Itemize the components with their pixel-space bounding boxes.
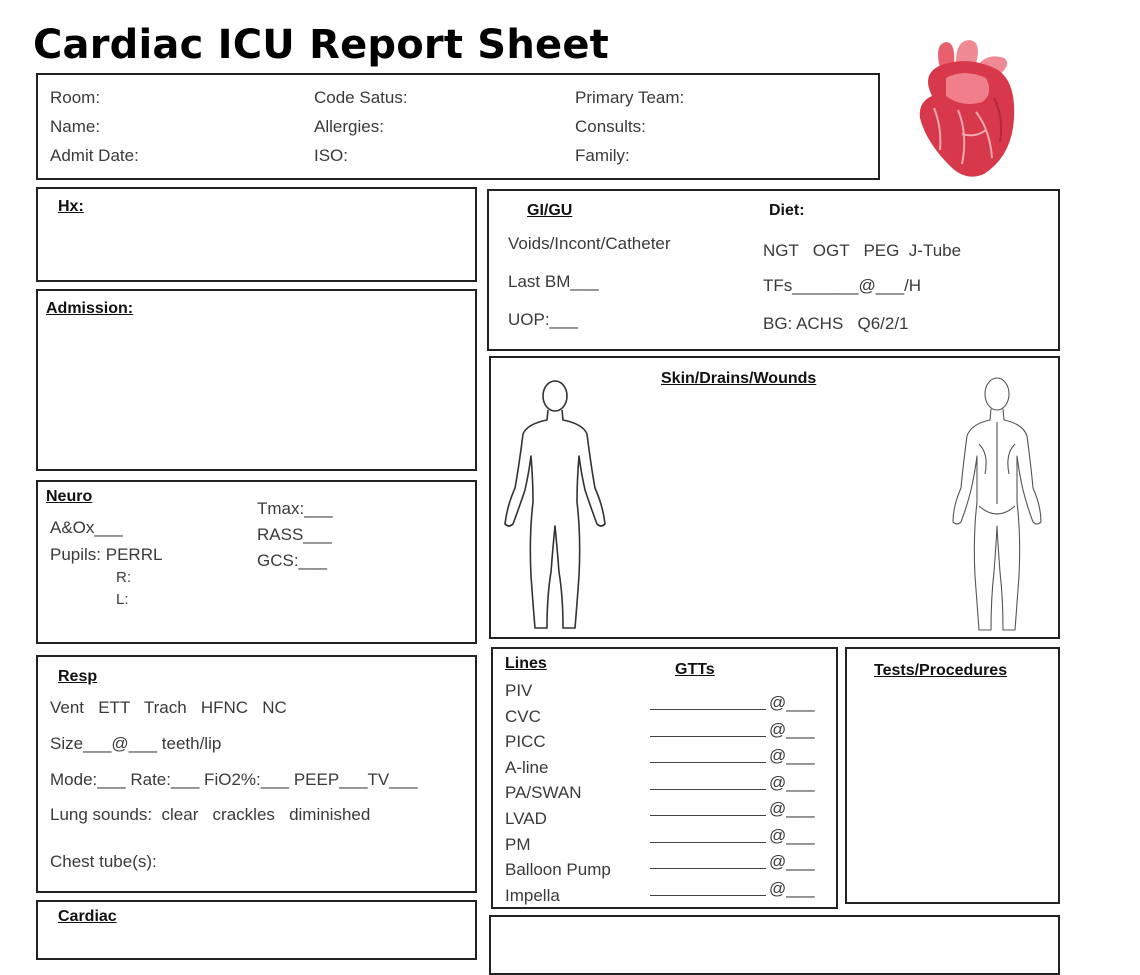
- line-item: LVAD: [505, 809, 547, 828]
- neuro-pupil-l: L:: [116, 591, 129, 608]
- gtt-blank-line: [650, 762, 766, 763]
- gtt-blank-line: [650, 789, 766, 790]
- skin-box: [489, 356, 1060, 639]
- field-primary-team: Primary Team:: [575, 88, 685, 107]
- neuro-pupil-r: R:: [116, 569, 131, 586]
- field-admit-date: Admit Date:: [50, 146, 139, 165]
- line-item: Balloon Pump: [505, 860, 611, 880]
- gtt-rate: @___: [769, 746, 815, 765]
- line-item: A-line: [505, 757, 549, 777]
- resp-lung-sounds: Lung sounds: clear crackles diminished: [50, 805, 371, 824]
- resp-chest-tubes: Chest tube(s):: [50, 852, 157, 871]
- gtts-heading: GTTs: [675, 661, 715, 678]
- neuro-rass: RASS___: [257, 525, 332, 544]
- hx-box: [36, 187, 477, 282]
- neuro-aox: A&Ox___: [50, 518, 123, 537]
- gtt-blank-line: [650, 709, 766, 710]
- resp-heading: Resp: [58, 668, 98, 685]
- body-front-icon: [499, 376, 611, 634]
- gtt-blank-line: [650, 815, 766, 816]
- line-item: PM: [505, 834, 531, 854]
- resp-settings: Mode:___ Rate:___ FiO2%:___ PEEP___TV___: [50, 770, 418, 789]
- line-item: CVC: [505, 706, 541, 726]
- gtt-blank-line: [650, 895, 766, 896]
- line-item: PIV: [505, 681, 533, 700]
- line-item: PICC: [505, 732, 546, 752]
- neuro-pupils: Pupils: PERRL: [50, 545, 163, 564]
- neuro-gcs: GCS:___: [257, 551, 327, 570]
- bottom-box: [489, 915, 1060, 975]
- line-item: Impella: [505, 885, 560, 905]
- neuro-tmax: Tmax:___: [257, 499, 333, 518]
- neuro-heading: Neuro: [46, 488, 93, 505]
- gtt-rate: @___: [769, 693, 815, 712]
- gtt-rate: @___: [769, 878, 815, 898]
- tests-box: [845, 647, 1060, 904]
- field-iso: ISO:: [314, 146, 349, 165]
- resp-modes: Vent ETT Trach HFNC NC: [50, 698, 287, 717]
- gigu-heading: GI/GU: [527, 202, 573, 219]
- neuro-box: [36, 480, 477, 644]
- cardiac-heading: Cardiac: [58, 908, 117, 925]
- gigu-voids: Voids/Incont/Catheter: [508, 234, 671, 253]
- resp-box: [36, 655, 477, 893]
- diet-bg: BG: ACHS Q6/2/1: [763, 314, 909, 333]
- cardiac-box: [36, 900, 477, 960]
- tests-heading: Tests/Procedures: [874, 662, 1008, 679]
- field-family: Family:: [575, 146, 630, 165]
- hx-heading: Hx:: [58, 198, 84, 215]
- gigu-uop: UOP:___: [508, 310, 578, 329]
- gtt-rate: @___: [769, 772, 815, 792]
- field-allergies: Allergies:: [314, 117, 384, 136]
- gigu-box: [487, 189, 1060, 351]
- skin-heading: Skin/Drains/Wounds: [661, 370, 817, 387]
- diet-tubes: NGT OGT PEG J-Tube: [763, 241, 962, 260]
- lines-heading: Lines: [505, 655, 547, 672]
- gtt-rate: @___: [769, 825, 815, 845]
- resp-size: Size___@___ teeth/lip: [50, 734, 222, 753]
- field-consults: Consults:: [575, 117, 646, 136]
- field-room: Room:: [50, 88, 101, 107]
- body-back-icon: [949, 374, 1045, 636]
- gtt-rate: @___: [769, 719, 815, 739]
- line-item: PA/SWAN: [505, 783, 582, 803]
- gtt-blank-line: [650, 736, 766, 737]
- diet-heading: Diet:: [769, 202, 805, 219]
- field-name: Name:: [50, 117, 101, 136]
- admission-heading: Admission:: [46, 300, 134, 317]
- page-title: Cardiac ICU Report Sheet: [33, 22, 609, 68]
- gtt-blank-line: [650, 868, 766, 869]
- patient-info-box: [36, 73, 880, 180]
- gigu-last-bm: Last BM___: [508, 272, 599, 291]
- gtt-blank-line: [650, 842, 766, 843]
- heart-icon: [912, 38, 1022, 180]
- diet-tfs: TFs_______@___/H: [763, 276, 922, 295]
- field-code-status: Code Satus:: [314, 88, 408, 107]
- admission-box: [36, 289, 477, 471]
- gtt-rate: @___: [769, 852, 815, 871]
- lines-box: [491, 647, 838, 909]
- gtt-rate: @___: [769, 799, 815, 818]
